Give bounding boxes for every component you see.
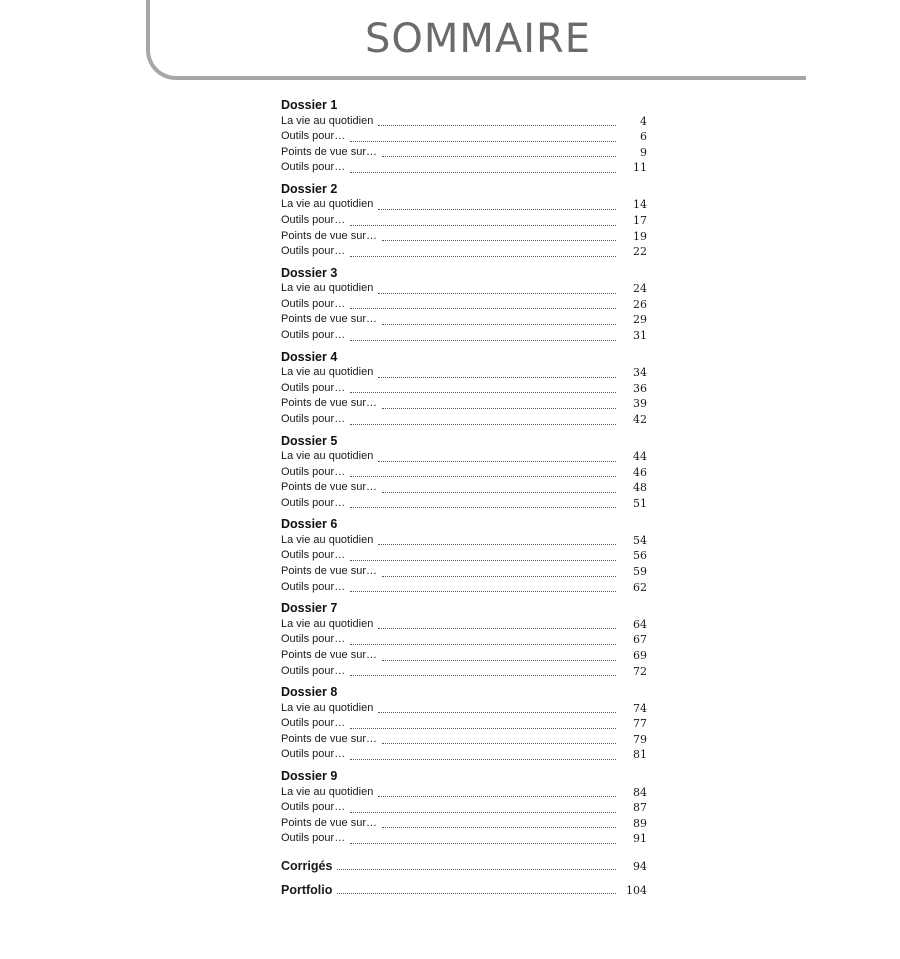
toc-entry-label: Points de vue sur… xyxy=(281,648,377,661)
toc-entry xyxy=(281,297,647,313)
toc-entry-label: Outils pour… xyxy=(281,465,346,478)
dot-leader xyxy=(350,140,616,142)
toc-entry xyxy=(281,365,647,381)
dot-leader xyxy=(350,811,616,813)
toc-entry xyxy=(281,785,647,801)
dossier-title: Dossier 5 xyxy=(281,433,338,448)
toc-entry-label: Points de vue sur… xyxy=(281,145,377,158)
dot-leader xyxy=(350,674,616,676)
dossier-title: Dossier 4 xyxy=(281,349,338,364)
toc-entry xyxy=(281,548,647,564)
toc-entry-page: 9 xyxy=(640,145,647,159)
toc-entry-page: 54 xyxy=(633,533,647,547)
dot-leader xyxy=(382,659,616,661)
toc-entry-label: Points de vue sur… xyxy=(281,565,377,578)
toc-entry xyxy=(281,281,647,297)
dossier-section xyxy=(281,350,647,428)
toc-entry xyxy=(281,648,647,664)
toc-entry-label: La vie au quotidien xyxy=(281,366,374,379)
dossier-section xyxy=(281,685,647,763)
dossier-section xyxy=(281,182,647,260)
dot-leader xyxy=(350,224,616,226)
toc-entry xyxy=(281,533,647,549)
dot-leader xyxy=(382,323,616,325)
dot-leader xyxy=(350,475,616,477)
dot-leader xyxy=(382,407,616,409)
dossier-section xyxy=(281,769,647,847)
toc-entry-page: 26 xyxy=(633,297,647,311)
toc-entry-label: Outils pour… xyxy=(281,213,346,226)
toc-extra-label: Corrigés xyxy=(281,858,333,873)
toc-entry xyxy=(281,381,647,397)
toc-entry xyxy=(281,312,647,328)
toc-entry-page: 91 xyxy=(633,832,647,846)
toc-entry-page: 62 xyxy=(633,580,647,594)
dot-leader xyxy=(382,575,616,577)
toc-entry-label: La vie au quotidien xyxy=(281,701,374,714)
dot-leader xyxy=(350,758,616,760)
toc-entry-label: Outils pour… xyxy=(281,748,346,761)
toc-entry-label: Outils pour… xyxy=(281,717,346,730)
toc-entry-page: 64 xyxy=(633,617,647,631)
toc-entry-page: 67 xyxy=(633,633,647,647)
toc-entry xyxy=(281,701,647,717)
toc-entry xyxy=(281,145,647,161)
toc-entry-page: 36 xyxy=(633,381,647,395)
dot-leader xyxy=(382,239,616,241)
toc-entry xyxy=(281,244,647,260)
toc-entry xyxy=(281,213,647,229)
dot-leader xyxy=(378,795,616,797)
toc-entry-page: 6 xyxy=(640,130,647,144)
toc-entry-label: Outils pour… xyxy=(281,633,346,646)
dot-leader xyxy=(382,491,616,493)
toc-entry-label: Outils pour… xyxy=(281,245,346,258)
dot-leader xyxy=(350,339,616,341)
toc-entry-label: La vie au quotidien xyxy=(281,617,374,630)
dossier-section xyxy=(281,517,647,595)
dot-leader xyxy=(350,391,616,393)
toc-entry-page: 72 xyxy=(633,664,647,678)
toc-entry-page: 84 xyxy=(633,785,647,799)
dot-leader xyxy=(378,124,616,126)
toc-entry xyxy=(281,580,647,596)
dot-leader xyxy=(382,742,616,744)
dossier-section xyxy=(281,601,647,679)
toc-entry xyxy=(281,465,647,481)
dossier-section xyxy=(281,266,647,344)
toc-entry-page: 59 xyxy=(633,565,647,579)
dot-leader xyxy=(337,892,616,894)
toc-entry xyxy=(281,449,647,465)
toc-entry-page: 79 xyxy=(633,732,647,746)
dossier-section xyxy=(281,98,647,176)
dossier-title: Dossier 9 xyxy=(281,769,338,783)
toc-entry xyxy=(281,632,647,648)
dot-leader xyxy=(382,155,616,157)
dot-leader xyxy=(378,711,616,713)
toc-entry xyxy=(281,664,647,680)
toc-entry-label: La vie au quotidien xyxy=(281,282,374,295)
title-frame xyxy=(146,0,806,80)
toc-entry-page: 39 xyxy=(633,397,647,411)
toc-entry-page: 22 xyxy=(633,245,647,259)
toc-entry xyxy=(281,229,647,245)
table-of-contents xyxy=(281,98,647,897)
toc-entry-label: Outils pour… xyxy=(281,329,346,342)
dot-leader xyxy=(350,171,616,173)
toc-entry-label: La vie au quotidien xyxy=(281,533,374,546)
toc-entry-page: 87 xyxy=(633,801,647,815)
toc-entry-label: Points de vue sur… xyxy=(281,229,377,242)
dossier-title: Dossier 7 xyxy=(281,601,338,616)
toc-entry-page: 69 xyxy=(633,648,647,662)
toc-extra-entry xyxy=(281,853,647,873)
dot-leader xyxy=(350,590,616,592)
toc-entry-label: Outils pour… xyxy=(281,664,346,677)
dot-leader xyxy=(337,868,616,870)
toc-entry-label: La vie au quotidien xyxy=(281,450,374,462)
toc-entry xyxy=(281,816,647,832)
toc-entry-page: 34 xyxy=(633,366,647,380)
toc-entry xyxy=(281,716,647,732)
dossier-title: Dossier 8 xyxy=(281,685,338,700)
dot-leader xyxy=(378,208,616,210)
dot-leader xyxy=(378,460,616,462)
toc-entry xyxy=(281,412,647,428)
toc-entry-page: 19 xyxy=(633,229,647,243)
toc-entry xyxy=(281,747,647,763)
toc-entry xyxy=(281,617,647,633)
toc-entry-page: 74 xyxy=(633,701,647,715)
toc-entry-page: 14 xyxy=(633,198,647,212)
dot-leader xyxy=(350,559,616,561)
toc-entry-label: Points de vue sur… xyxy=(281,732,377,745)
dossier-title: Dossier 2 xyxy=(281,181,338,196)
toc-entry xyxy=(281,496,647,512)
toc-entry-label: Outils pour… xyxy=(281,580,346,593)
toc-entry-page: 31 xyxy=(633,329,647,343)
toc-entry-page: 81 xyxy=(633,748,647,762)
toc-entry xyxy=(281,564,647,580)
dot-leader xyxy=(378,292,616,294)
dot-leader xyxy=(350,423,616,425)
toc-entry xyxy=(281,328,647,344)
dot-leader xyxy=(350,506,616,508)
toc-entry-label: Points de vue sur… xyxy=(281,313,377,326)
toc-extra-page: 94 xyxy=(633,859,647,873)
dot-leader xyxy=(378,627,616,629)
toc-entry-page: 77 xyxy=(633,717,647,731)
toc-entry-page: 89 xyxy=(633,816,647,830)
dossier-section xyxy=(281,434,647,512)
toc-entry-page: 4 xyxy=(640,114,647,128)
dot-leader xyxy=(350,307,616,309)
toc-entry xyxy=(281,129,647,145)
toc-entry-label: Outils pour… xyxy=(281,161,346,174)
toc-entry-page: 11 xyxy=(633,161,647,175)
toc-entry-label: Outils pour… xyxy=(281,412,346,425)
toc-entry-label: Outils pour… xyxy=(281,832,346,845)
toc-entry xyxy=(281,396,647,412)
dot-leader xyxy=(378,543,616,545)
toc-entry-label: La vie au quotidien xyxy=(281,198,374,211)
toc-entry-label: La vie au quotidien xyxy=(281,114,374,127)
toc-entry-label: Outils pour… xyxy=(281,496,346,509)
toc-entry xyxy=(281,732,647,748)
toc-entry-label: Points de vue sur… xyxy=(281,397,377,410)
toc-entry-label: Outils pour… xyxy=(281,130,346,143)
toc-entry-label: Outils pour… xyxy=(281,801,346,814)
toc-entry-page: 42 xyxy=(633,412,647,426)
toc-entry-page: 46 xyxy=(633,465,647,479)
dot-leader xyxy=(382,826,616,828)
toc-entry-page: 51 xyxy=(633,496,647,510)
toc-extra-page: 104 xyxy=(626,883,647,897)
toc-extra-label: Portfolio xyxy=(281,882,333,897)
dot-leader xyxy=(350,727,616,729)
toc-entry-label: Outils pour… xyxy=(281,549,346,562)
toc-entry xyxy=(281,480,647,496)
dot-leader xyxy=(350,643,616,645)
toc-entry xyxy=(281,197,647,213)
dossier-title: Dossier 1 xyxy=(281,98,338,112)
toc-entry xyxy=(281,114,647,130)
page-title: SOMMAIRE xyxy=(364,16,592,62)
toc-entry-label: La vie au quotidien xyxy=(281,785,374,798)
toc-entry xyxy=(281,800,647,816)
dot-leader xyxy=(350,842,616,844)
dot-leader xyxy=(378,376,616,378)
toc-entry-label: Points de vue sur… xyxy=(281,481,377,494)
toc-entry xyxy=(281,831,647,847)
toc-entry-label: Points de vue sur… xyxy=(281,816,377,829)
toc-extra-entry xyxy=(281,877,647,897)
toc-entry-page: 17 xyxy=(633,213,647,227)
dot-leader xyxy=(350,255,616,257)
toc-entry-page: 29 xyxy=(633,313,647,327)
toc-entry-page: 56 xyxy=(633,549,647,563)
toc-entry-page: 48 xyxy=(633,481,647,495)
toc-entry xyxy=(281,160,647,176)
dossier-title: Dossier 3 xyxy=(281,265,338,280)
toc-entry-page: 44 xyxy=(633,450,647,463)
toc-entry-label: Outils pour… xyxy=(281,297,346,310)
toc-entry-label: Outils pour… xyxy=(281,381,346,394)
toc-entry-page: 24 xyxy=(633,282,647,296)
dossier-title: Dossier 6 xyxy=(281,517,338,532)
